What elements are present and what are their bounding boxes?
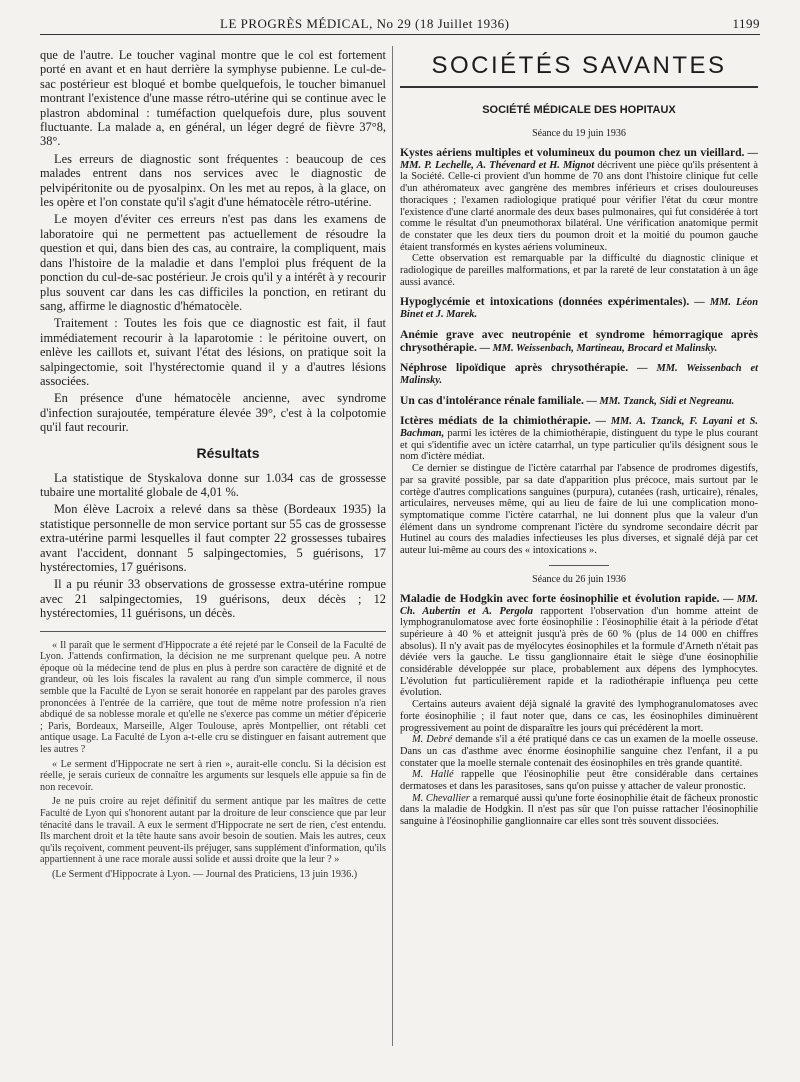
- paragraph: Les erreurs de diagnostic sont fréquentes : beaucoup de ces malades entrent dans nos services avec le diagnostic de pelvipéritonite ou de pyosalpinx. On les met au repos, à la glace, on les opère et l'on constate qu'il s'agit d'une hématocèle rétro-utérine.: [40, 151, 386, 210]
- banner-rule: [400, 86, 758, 88]
- quote-paragraph: « Le serment d'Hippocrate ne sert à rien », aurait-elle conclu. Si la décision est réelle, je serais curieux de connaître les arguments sur lesquels elle appuie sa fin de non recevoir.: [40, 758, 386, 793]
- paragraph: Le moyen d'éviter ces erreurs n'est pas dans les examens de laboratoire qui ne permettent pas actuellement de résoudre la question et qui, dans bien des cas, au contraire, la compliquent, mais dans l'histoire de la maladie et dans l'emploi plus fréquent de la ponction du cul-de-sac postérieur. Je crois qu'il y a intérêt à y recourir plus souvent car dans les cas difficiles la ponction, en retirant du sang, affirme le diagnostic d'hématocèle.: [40, 212, 386, 313]
- divider: [549, 565, 609, 566]
- item-authors: — MM. Léon Binet et J. Marek.: [400, 297, 758, 321]
- item-text: Ce dernier se distingue de l'ictère catarrhal par l'absence de prodromes digestifs, par sa gravité possible, par sa date d'apparition plus précoce, mais surtout par le cortège d'autres complications sanguines (purpura), cutanées (rash, urticaire), rénales, articulaires, nerveuses même, qui au lieu de faire de lui une complication mono-symptomatique comme l'ictère catarrhal, ne lui donnent plus que la valeur d'un élément dans un syndrome comprenant l'ictère du syndrome secondaire décrit par Hutinel au cours des maladies infectieuses les plus diverses, et signalé déjà par cet auteur lui-même au cours des « intoxications ».: [400, 463, 758, 557]
- page-number: 1199: [732, 16, 760, 31]
- page-header: [40, 14, 760, 34]
- quote-paragraph: « Il paraît que le serment d'Hippocrate a été rejeté par le Conseil de la Faculté de Lyon. J'attends confirmation, la décision ne me surprenant quelque peu. A notre époque où la médecine tend de plus en plus à perdre son caractère de dignité et de grandeur, où les lois fiscales la ravalent au rang d'un simple commerce, il nous semble que la Faculté de Lyon se serait honorée en rappelant par des paroles graves prononcées à l'entrée de la carrière, que tout de même notre profession n'a rien abdiqué de sa noblesse morale et qu'elle ne s'exerce pas comme un métier d'épicerie ; Paris, Bordeaux, Marseille, Alger Toulouse, après Montpellier, ont rétabli cet antique usage. La Faculté de Lyon a-t-elle cru se distinguer en faisant autrement que les autres ?: [40, 639, 386, 755]
- item-authors: — MM. Weissenbach, Martineau, Brocard et Malinsky.: [479, 342, 718, 354]
- item-text: rapportent l'observation d'un homme atteint de lymphogranulomatose avec forte éosinophilie : l'éosinophilie était à la période d'état supérieure à 40 % et atteignit jusqu'à près de 60 % (plus de 14 000 en chiffres absolus). Il n'y avait pas de myélocytes éosinophiles et la formule d'Arneth n'était pas déviée vers la gauche. Le tissu ganglionnaire était le siège d'une éosinophilie considérable développée sur place, probablement aux dépens des lymphocytes. L'évolution fut particulièrement rapide et la radiothérapie influença peu cette évolution.: [400, 605, 758, 699]
- communication: [400, 593, 758, 828]
- paragraph: Mon élève Lacroix a relevé dans sa thèse (Bordeaux 1935) la statistique personnelle de mon service portant sur 55 cas de grossesse extra-utérine parmi lesquelles il faut compter 22 grossesses tubaires avant l'accident, donnant 5 salpingectomies, 5 guérisons, 17 hystérectomies, 17 guérisons.: [40, 502, 386, 574]
- item-text: Cette observation est remarquable par la difficulté du diagnostic clinique et radiologique de pareilles malformations, et par la rareté de leur constatation à un âge aussi avancé.: [400, 253, 758, 288]
- column-divider: [392, 46, 393, 1046]
- session-date: Séance du 19 juin 1936: [532, 128, 626, 139]
- speaker-name: M. Chevallier: [412, 792, 470, 804]
- communication: [400, 147, 758, 288]
- society-heading: SOCIÉTÉ MÉDICALE DES HOPITAUX: [482, 104, 676, 116]
- journal-title: LE PROGRÈS MÉDICAL, No 29 (18 Juillet 1936): [220, 16, 510, 31]
- item-text: parmi les ictères de la chimiothérapie, distinguent du type le plus courant et qui s'identifie avec un ictère catarrhal, un type particulier qu'ils désignent sous le nom d'ictère médiat.: [400, 428, 759, 463]
- item-title: Kystes aériens multiples et volumineux du poumon chez un vieillard.: [400, 146, 745, 159]
- discussion: [400, 793, 758, 828]
- speaker-name: M. Debré: [412, 734, 453, 746]
- communication: [400, 329, 758, 354]
- resultats-heading: Résultats: [196, 444, 260, 461]
- communication: [400, 296, 758, 320]
- item-authors: — MM. P. Lechelle, A. Thévenard et H. Mignot: [400, 148, 758, 171]
- communication: [400, 395, 758, 408]
- left-column: [40, 48, 386, 884]
- item-authors: — MM. Weissenbach et Malinsky.: [400, 363, 758, 386]
- section-banner: SOCIÉTÉS SAVANTES: [431, 52, 727, 79]
- discussion: [400, 769, 758, 792]
- quote-source: (Le Serment d'Hippocrate à Lyon. — Journal des Praticiens, 13 juin 1936.): [52, 868, 358, 880]
- quote-paragraph: Je ne puis croire au rejet définitif du serment antique par les maîtres de cette Faculté de Lyon qui s'honorent autant par la droiture de leur conscience que par leur ténacité dans le travail. A eux le serment d'Hippocrate ne sert de rien, c'est entendu. Ils marchent droit et la tête haute sans avoir besoin de soutien. Mais les autres, ceux qu'ils reçoivent, comment peuvent-ils préjuger, sans supplément d'information, qu'ils appartiennent à une race morale aussi solide et aussi droite que la leur ? »: [40, 796, 386, 866]
- discussion-text: demande s'il a été pratiqué dans ce cas un examen de la moelle osseuse. Dans un cas d'asthme avec énorme éosinophilie sanguine chez l'enfant, il a pu constater que la moelle sternale contenait des éosinophiles en très grande quantité.: [400, 734, 758, 769]
- session-date: Séance du 26 juin 1936: [532, 573, 626, 585]
- item-title: Un cas d'intolérance rénale familiale.: [400, 393, 584, 407]
- right-column: [400, 48, 758, 836]
- header-rule: [40, 34, 760, 35]
- item-text: décrivent une pièce qu'ils présentent à la Société. Celle-ci provient d'un homme de 70 ans dont l'histoire clinique fut celle d'un athéromateux avec gangrène des membres inférieurs et crises douloureuses thoraciques ; l'examen radiologique pratiqué pour vérifier l'état du cœur montre l'existence d'une clarté anormale des deux bases pulmonaires, qui fut considérée à tort comme le résultat d'un pneumothorax bilatéral. Une vérification anatomique permit de constater que les deux tiers du poumon droit et la moitié du poumon gauche étaient transformés en kystes aériens volumineux.: [400, 159, 758, 253]
- item-title: Néphrose lipoïdique après chrysothérapie.: [400, 361, 629, 375]
- discussion-text: a remarqué aussi qu'une forte éosinophilie était de fâcheux pronostic dans la maladie de Hodgkin. Il n'est pas sûr que l'on puisse rattacher l'éosinophilie sanguine à l'éosinophilie ganglionnaire car elles sont très souvent dissociées.: [400, 792, 758, 828]
- speaker-name: M. Hallé: [412, 769, 454, 781]
- item-title: Maladie de Hodgkin avec forte éosinophilie et évolution rapide.: [400, 591, 720, 605]
- paragraph: Traitement : Toutes les fois que ce diagnostic est fait, il faut immédiatement recourir à la laparotomie : le péritoine ouvert, on enlève les caillots et, suivant l'état des lésions, on pratique soit la salpingectomie, soit l'hystérectomie quand il y a d'autres lésions associées.: [40, 316, 386, 388]
- paragraph: Il a pu réunir 33 observations de grossesse extra-utérine rompue avec 21 salpingectomies, 19 guérisons, deux décès ; 12 hystérectomies, 11 guérisons, un décès.: [40, 577, 386, 621]
- communication: [400, 362, 758, 386]
- item-title: Hypoglycémie et intoxications (données expérimentales).: [400, 295, 690, 309]
- paragraph: En présence d'une hématocèle ancienne, avec syndrome d'infection surajoutée, température élevée 39°, c'est à la colpotomie qu'il faut recourir.: [40, 391, 386, 435]
- item-authors: — MM. Ch. Aubertin et A. Pergola: [400, 593, 758, 617]
- section-divider: [40, 631, 386, 632]
- discussion-text: rappelle que l'éosinophilie peut être considérable dans certaines dermatoses et dans les parasitoses, sans qu'on puisse y attacher de valeur pronostic.: [400, 769, 758, 793]
- paragraph: La statistique de Styskalova donne sur 1.034 cas de grossesse tubaire une mortalité globale de 4,01 %.: [40, 470, 386, 499]
- communication: [400, 415, 758, 556]
- discussion: [400, 734, 758, 769]
- paragraph: que de l'autre. Le toucher vaginal montre que le col est fortement porté en avant et en haut derrière la symphyse pubienne. Le cul-de-sac postérieur est bloqué et bombe quelquefois, le toucher bimanuel montrant l'existence d'une masse rétro-utérine qui se continue avec le plastron abdominal : tuméfaction quelquefois dure, plus souvent fluctuante. La malade a, en général, un léger degré de fièvre 37°8, 38°.: [40, 48, 386, 149]
- item-authors: — MM. Tzanck, Sidi et Negreanu.: [586, 395, 735, 407]
- item-authors: — MM. A. Tzanck, F. Layani et S. Bachman,: [400, 416, 758, 440]
- item-text: Certains auteurs avaient déjà signalé la gravité des lymphogranulomatoses avec forte éosinophilie ; il faut noter que, dans ce cas, les éosinophiles diminuèrent progressivement au point de disparaître les jours qui précédèrent la mort.: [400, 699, 758, 734]
- item-title: Ictères médiats de la chimiothérapie.: [400, 414, 591, 428]
- item-title: Anémie grave avec neutropénie et syndrome hémorragique après chrysothérapie.: [400, 327, 758, 354]
